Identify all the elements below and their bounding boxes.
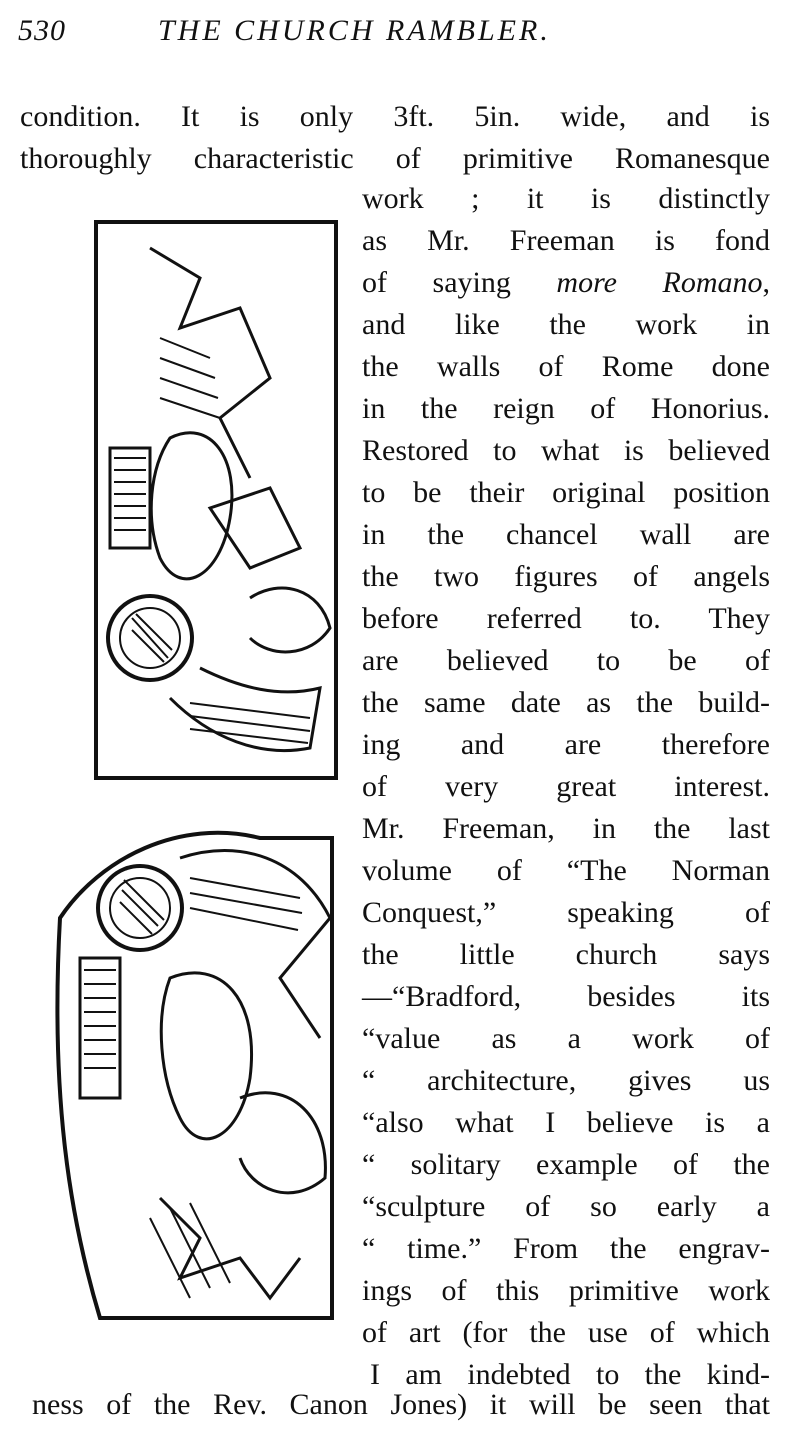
text-line: to be their original position (362, 476, 770, 509)
angel-engraving-figure (40, 218, 340, 1342)
page-number: 530 (18, 14, 66, 47)
text-line: thoroughly characteristic of primitive Romanesque (20, 142, 770, 175)
text-line: the little church says (362, 938, 770, 971)
text-line: the same date as the build- (362, 686, 770, 719)
text-line: “also what I believe is a (362, 1106, 770, 1139)
running-title: THE CHURCH RAMBLER. (158, 14, 551, 47)
text-line: the walls of Rome done (362, 350, 770, 383)
italic-phrase: more Romano (556, 266, 763, 299)
lower-angel-body (161, 973, 251, 1139)
text-line: Conquest,” speaking of (362, 896, 770, 929)
text-fragment: of saying (362, 266, 557, 299)
text-line: volume of “The Norman (362, 854, 770, 887)
lower-head-hatching (120, 880, 164, 934)
lower-wing-feathers (150, 1203, 230, 1298)
text-line: of art (for the use of which (362, 1316, 770, 1349)
text-line-italic (362, 262, 770, 304)
text-line: of very great interest. (362, 770, 770, 803)
lower-drapery-folds (84, 970, 116, 1068)
text-line: the two figures of angels (362, 560, 770, 593)
text-line: “ time.” From the engrav- (362, 1232, 770, 1265)
text-line: in the reign of Honorius. (362, 392, 770, 425)
lower-wing-outline (180, 851, 330, 1039)
angel-engraving-illustration (40, 218, 340, 1342)
text-line: —“Bradford, besides its (362, 980, 770, 1013)
text-line: and like the work in (362, 308, 770, 341)
lower-drapery-block (80, 958, 120, 1098)
text-line: “sculpture of so early a (362, 1190, 770, 1223)
text-line: in the chancel wall are (362, 518, 770, 551)
upper-drapery-folds (114, 458, 146, 530)
text-line: ness of the Rev. Canon Jones) it will be seen that (32, 1388, 770, 1421)
text-line: as Mr. Freeman is fond (362, 224, 770, 257)
upper-wing-hatching (160, 338, 220, 418)
text-line: Mr. Freeman, in the last (362, 812, 770, 845)
text-line: ing and are therefore (362, 728, 770, 761)
text-line: are believed to be of (362, 644, 770, 677)
lower-wing-hatching (190, 878, 302, 930)
upper-angel-arm (210, 488, 300, 568)
text-line: condition. It is only 3ft. 5in. wide, and is (20, 100, 770, 133)
text-line: “value as a work of (362, 1022, 770, 1055)
upper-head-hatching (132, 614, 172, 662)
upper-lower-wing-feathers (190, 703, 310, 743)
text-fragment: , (762, 266, 770, 299)
upper-panel-frame (96, 222, 336, 778)
text-line: “ solitary example of the (362, 1148, 770, 1181)
upper-foot (250, 588, 330, 652)
text-line: ings of this primitive work (362, 1274, 770, 1307)
page-header (0, 14, 800, 54)
text-line: “ architecture, gives us (362, 1064, 770, 1097)
text-line: before referred to. They (362, 602, 770, 635)
upper-drapery-block (110, 448, 150, 548)
text-line: Restored to what is believed (362, 434, 770, 467)
text-line: I am indebted to the kind- (370, 1358, 770, 1391)
lower-angel-arm (240, 1093, 325, 1193)
text-line: work ; it is distinctly (362, 182, 770, 215)
